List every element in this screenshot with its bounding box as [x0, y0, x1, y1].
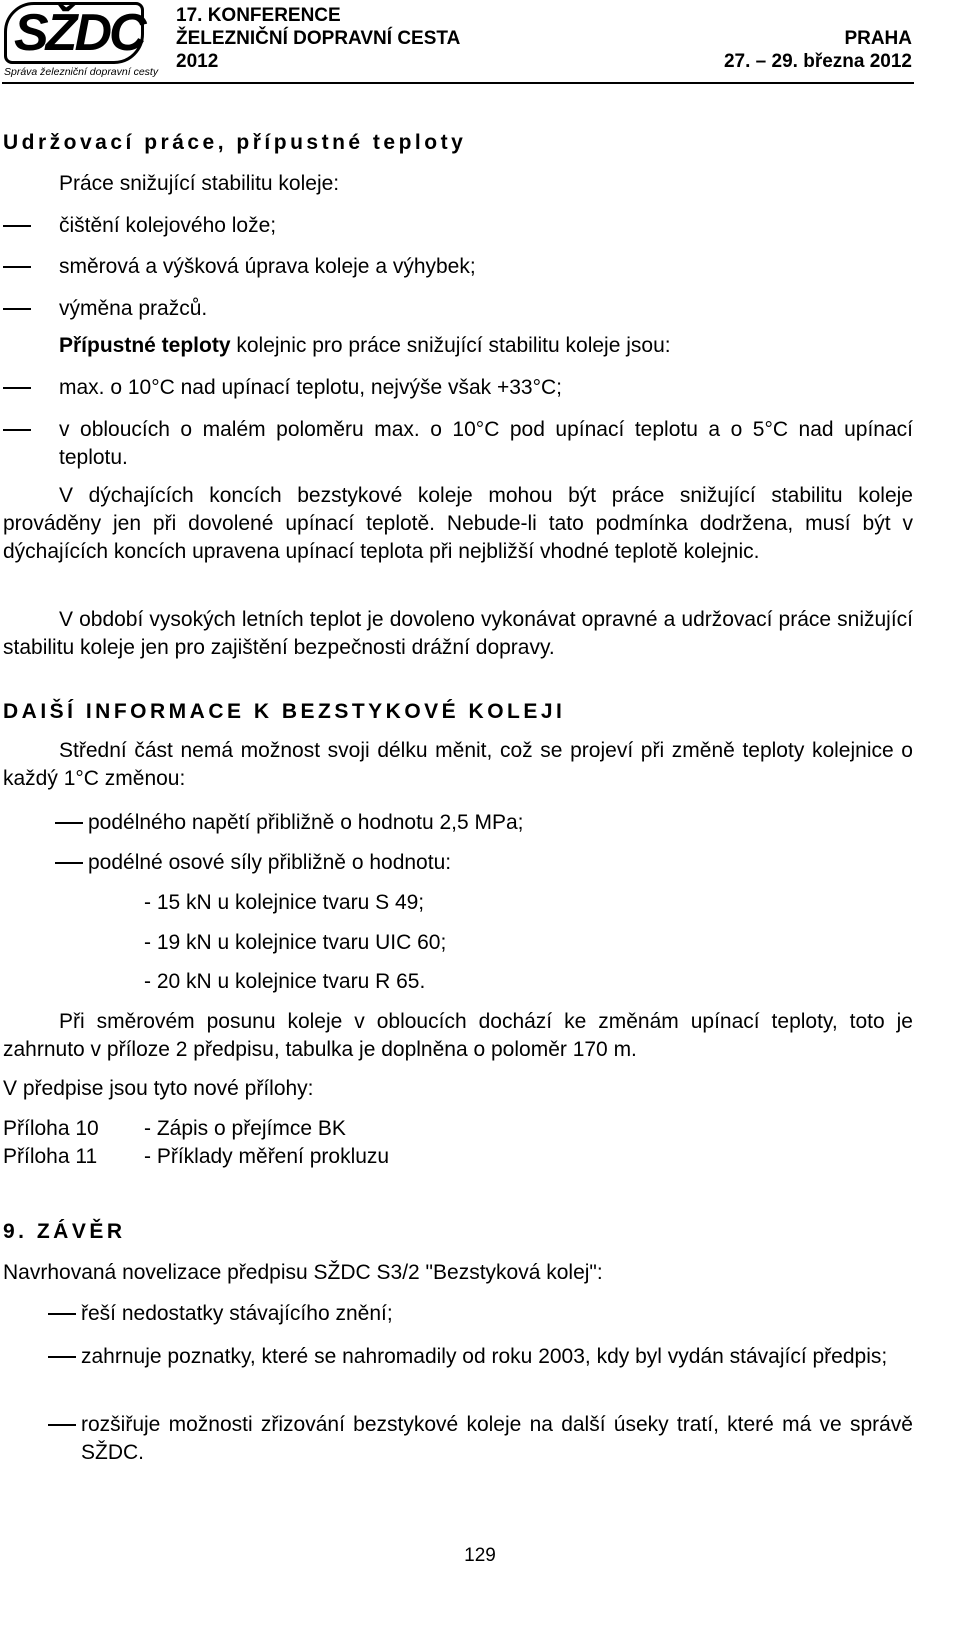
annex-label: Příloha 10	[3, 1117, 99, 1140]
list-item: podélného napětí přibližně o hodnotu 2,5 MPa;	[88, 811, 524, 834]
list-item: zahrnuje poznatky, které se nahromadily od roku 2003, kdy byl vydán stávající předpis;	[81, 1345, 888, 1368]
dash-bullet	[3, 308, 31, 310]
bold-phrase: Přípustné teploty	[59, 334, 231, 357]
dash-bullet	[3, 387, 31, 389]
paragraph: V dýchajících koncích bezstykové koleje mohou být práce snižující stabilitu koleje prováděny jen při dovolené upínací teplotě. Nebude-li tato podmínka dodržena, musí být v dýchajících koncích upravena upínací teplota při nejbližší vhodné teplotě kolejnic.	[3, 484, 913, 563]
paragraph: Práce snižující stabilitu koleje:	[59, 172, 340, 195]
page-header	[0, 0, 960, 88]
paragraph: V předpise jsou tyto nové přílohy:	[3, 1077, 314, 1100]
list-item: v obloucích o malém poloměru max. o 10°C pod upínací teplotu a o 5°C nad upínací teplotu.	[59, 418, 913, 469]
dash-bullet	[48, 1313, 76, 1315]
paragraph: Střední část nemá možnost svoji délku měnit, což se projeví při změně teploty kolejnice o každý 1°C změnou:	[3, 739, 913, 790]
conference-dates: 27. – 29. března 2012	[723, 51, 912, 72]
conference-name: ŽELEZNIČNÍ DOPRAVNÍ CESTA	[176, 28, 461, 49]
sub-list-item: - 19 kN u kolejnice tvaru UIC 60;	[144, 931, 447, 954]
dash-bullet	[3, 429, 31, 431]
annex-title: - Příklady měření prokluzu	[144, 1145, 390, 1168]
sub-list-item: - 15 kN u kolejnice tvaru S 49;	[144, 891, 425, 914]
dash-bullet	[3, 266, 31, 268]
dash-bullet	[48, 1356, 76, 1358]
section-heading: DAIŠÍ INFORMACE K BEZSTYKOVÉ KOLEJI	[3, 700, 566, 723]
list-item: čištění kolejového lože;	[59, 214, 277, 237]
list-item: směrová a výšková úprava koleje a výhybek;	[59, 255, 476, 278]
logo-subtitle: Správa železniční dopravní cesty	[4, 66, 159, 78]
dash-bullet	[55, 822, 83, 824]
list-item: podélné osové síly přibližně o hodnotu:	[88, 851, 452, 874]
paragraph: Při směrovém posunu koleje v obloucích dochází ke změnám upínací teploty, toto je zahrnuto v příloze 2 předpisu, tabulka je doplněna o poloměr 170 m.	[3, 1010, 913, 1061]
logo-text: SŽDC	[14, 4, 144, 62]
list-item: řeší nedostatky stávajícího znění;	[81, 1302, 393, 1325]
paragraph: Navrhovaná novelizace předpisu SŽDC S3/2 "Bezstyková kolej":	[3, 1261, 603, 1284]
conference-place	[724, 27, 912, 73]
dash-bullet	[55, 862, 83, 864]
annex-label: Příloha 11	[3, 1145, 98, 1168]
text-run: kolejnic pro práce snižující stabilitu koleje jsou:	[230, 334, 671, 357]
header-divider	[2, 82, 914, 84]
list-item: max. o 10°C nad upínací teplotu, nejvýše však +33°C;	[59, 376, 562, 399]
dash-bullet	[3, 225, 31, 227]
conference-number: 17. KONFERENCE	[176, 5, 341, 26]
section-heading: 9. ZÁVĚR	[3, 1220, 126, 1243]
paragraph	[59, 332, 671, 360]
list-item: rozšiřuje možnosti zřizování bezstykové koleje na další úseky tratí, které má ve správě SŽDC.	[81, 1413, 913, 1464]
szdc-logo	[4, 2, 159, 80]
section-heading: Udržovací práce, přípustné teploty	[3, 131, 467, 154]
list-item: výměna pražců.	[59, 297, 208, 320]
conference-info	[176, 4, 460, 73]
dash-bullet	[48, 1424, 76, 1426]
conference-city: PRAHA	[844, 28, 912, 49]
sub-list-item: - 20 kN u kolejnice tvaru R 65.	[144, 970, 426, 993]
conference-year: 2012	[176, 51, 219, 72]
annex-title: - Zápis o přejímce BK	[144, 1117, 346, 1140]
page-number: 129	[464, 1545, 496, 1566]
paragraph: V období vysokých letních teplot je dovoleno vykonávat opravné a udržovací práce snižující stabilitu koleje jen pro zajištění bezpečnosti drážní dopravy.	[3, 608, 913, 659]
